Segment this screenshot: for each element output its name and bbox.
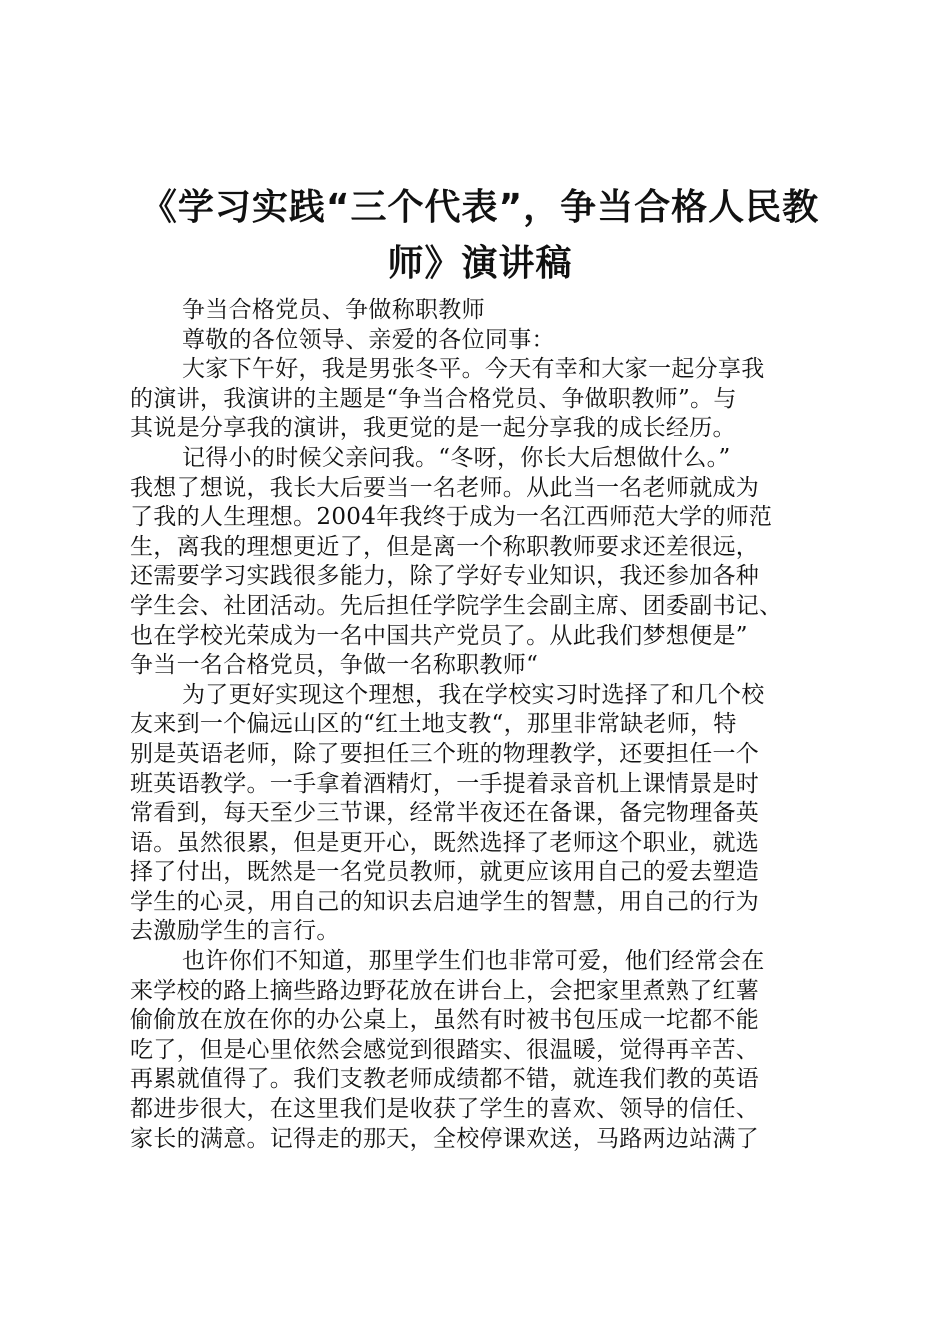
subtitle-line: 争当合格党员、争做称职教师 xyxy=(182,297,485,323)
body-line: 也在学校光荣成为一名中国共产党员了。从此我们梦想便是” xyxy=(130,622,748,649)
body-line: 友来到一个偏远山区的“红土地支教“，那里非常缺老师，特 xyxy=(130,711,737,738)
body-line: 吃了，但是心里依然会感觉到很踏实、很温暖，觉得再辛苦、 xyxy=(130,1036,760,1063)
document-body xyxy=(130,296,830,1154)
title-line-1: 《学习实践“三个代表”，争当合格人民教 xyxy=(140,187,820,228)
body-line: 还需要学习实践很多能力，除了学好专业知识，我还参加各种 xyxy=(130,563,760,590)
body-line: 也许你们不知道，那里学生们也非常可爱，他们经常会在 xyxy=(182,948,765,975)
body-line: 都进步很大，在这里我们是收获了学生的喜欢、领导的信任、 xyxy=(130,1096,760,1123)
body-line: 学生会、社团活动。先后担任学院学生会副主席、团委副书记、 xyxy=(130,592,783,619)
body-line: 记得小的时候父亲问我。“冬呀，你长大后想做什么。” xyxy=(182,444,731,471)
body-line: 常看到，每天至少三节课，经常半夜还在备课，备完物理备英 xyxy=(130,800,760,827)
document-page xyxy=(130,180,830,1154)
body-line: 再累就值得了。我们支教老师成绩都不错，就连我们教的英语 xyxy=(130,1066,760,1093)
body-line: 其说是分享我的演讲，我更觉的是一起分享我的成长经历。 xyxy=(130,415,736,442)
body-line: 了我的人生理想。2004年我终于成为一名江西师范大学的师范 xyxy=(130,504,773,531)
document-title xyxy=(130,180,830,292)
body-line: 来学校的路上摘些路边野花放在讲台上，会把家里煮熟了红薯 xyxy=(130,977,760,1004)
body-line: 我想了想说，我长大后要当一名老师。从此当一名老师就成为 xyxy=(130,474,760,501)
body-line: 语。虽然很累，但是更开心，既然选择了老师这个职业，就选 xyxy=(130,829,760,856)
body-line: 别是英语老师，除了要担任三个班的物理教学，还要担任一个 xyxy=(130,740,760,767)
salutation-line: 尊敬的各位领导、亲爱的各位同事： xyxy=(182,326,555,353)
body-line: 班英语教学。一手拿着酒精灯，一手提着录音机上课情景是时 xyxy=(130,770,760,797)
title-line-2: 师》演讲稿 xyxy=(387,243,573,284)
body-line: 去激励学生的言行。 xyxy=(130,918,340,945)
body-line: 为了更好实现这个理想，我在学校实习时选择了和几个校 xyxy=(182,681,765,708)
body-line: 择了付出，既然是一名党员教师，就更应该用自己的爱去塑造 xyxy=(130,859,760,886)
body-line: 家长的满意。记得走的那天，全校停课欢送，马路两边站满了 xyxy=(130,1125,760,1152)
body-line: 学生的心灵，用自己的知识去启迪学生的智慧，用自己的行为 xyxy=(130,888,760,915)
body-line: 生，离我的理想更近了，但是离一个称职教师要求还差很远， xyxy=(130,533,760,560)
body-line: 的演讲，我演讲的主题是“争当合格党员、争做职教师”。与 xyxy=(130,385,737,412)
body-line: 偷偷放在放在你的办公桌上，虽然有时被书包压成一坨都不能 xyxy=(130,1007,760,1034)
body-line: 争当一名合格党员，争做一名称职教师“ xyxy=(130,652,539,679)
body-line: 大家下午好，我是男张冬平。今天有幸和大家一起分享我 xyxy=(182,356,765,383)
